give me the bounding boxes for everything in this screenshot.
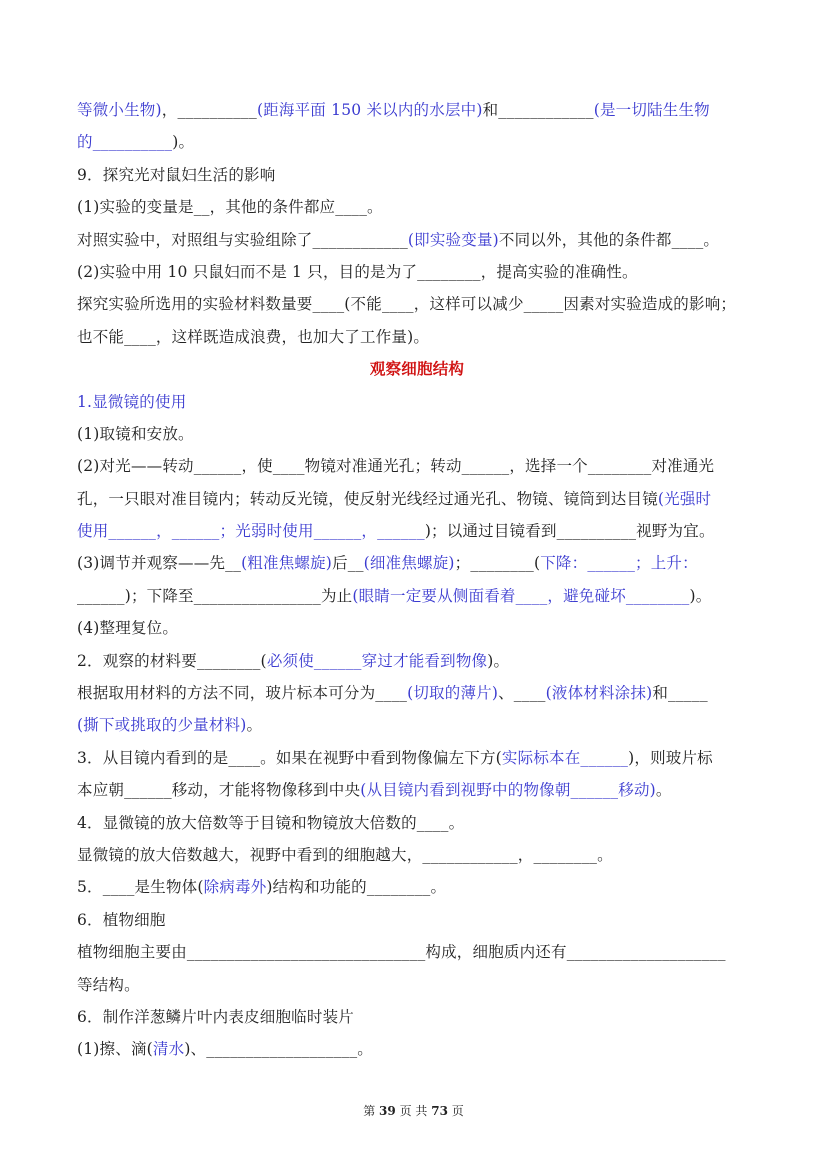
text-segment: (1)取镜和安放。 xyxy=(77,424,194,443)
answer-hint-text: 清水 xyxy=(152,1040,185,1059)
text-segment: 不同以外，其他的条件都____。 xyxy=(498,230,720,249)
answer-hint-text: 的__________ xyxy=(77,133,173,152)
text-line xyxy=(77,713,757,745)
text-line xyxy=(77,811,757,843)
text-segment: 和_____ xyxy=(652,684,708,703)
text-segment: )结构和功能的________。 xyxy=(266,878,447,897)
text-segment: )。 xyxy=(172,133,195,152)
answer-hint-text: (粗准焦螺旋) xyxy=(241,554,333,573)
text-segment: )，则玻片标 xyxy=(628,748,713,767)
text-line xyxy=(77,584,757,616)
text-line xyxy=(77,325,757,357)
text-segment: 后__ xyxy=(332,554,364,573)
text-segment: 探究实验所选用的实验材料数量要____(不能____，这样可以减少_____因素对实验造成的影响； xyxy=(77,295,737,314)
answer-hint-text: (切取的薄片) xyxy=(407,684,499,703)
text-segment: 观察细胞结构 xyxy=(369,359,465,379)
text-segment: 植物细胞主要由______________________________构成，细胞质内还有____________________ xyxy=(77,943,726,962)
text-segment: )。 xyxy=(487,651,510,670)
text-segment: 。 xyxy=(655,781,672,800)
text-line xyxy=(77,908,757,940)
text-segment: 孔，一只眼对准目镜内；转动反光镜，使反射光线经过通光孔、物镜、镜筒到达目镜 xyxy=(77,489,658,508)
text-line xyxy=(77,228,757,260)
text-segment: 6．制作洋葱鳞片叶内表皮细胞临时装片 xyxy=(77,1007,354,1026)
footer-mid: 页 共 xyxy=(399,1104,428,1118)
text-segment: 等结构。 xyxy=(77,975,140,994)
text-line xyxy=(77,616,757,648)
text-line xyxy=(77,454,757,486)
text-line xyxy=(77,551,757,583)
text-segment: )；以通过目镜看到__________视野为宜。 xyxy=(424,522,715,541)
text-line xyxy=(77,422,757,454)
text-segment: (4)整理复位。 xyxy=(77,619,179,638)
text-segment: ______)；下降至________________为止 xyxy=(77,586,353,605)
page-footer xyxy=(0,1102,827,1119)
text-line xyxy=(77,875,757,907)
text-line xyxy=(77,519,757,551)
text-line xyxy=(77,1005,757,1037)
text-line xyxy=(77,98,757,130)
answer-hint-text: 等微小生物) xyxy=(77,101,162,119)
text-line xyxy=(77,487,757,519)
text-segment: 根据取用材料的方法不同，玻片标本可分为____ xyxy=(77,684,408,703)
answer-hint-text: 除病毒外 xyxy=(203,878,267,897)
answer-hint-text: (是一切陆生生物 xyxy=(593,101,710,119)
text-segment: 6．植物细胞 xyxy=(77,910,166,929)
document-body xyxy=(77,98,757,1070)
text-line xyxy=(77,778,757,810)
current-page: 39 xyxy=(379,1104,396,1118)
answer-hint-text: (细准焦螺旋) xyxy=(363,554,455,573)
text-line xyxy=(77,973,757,1005)
answer-hint-text: 必须使______穿过才能看到物像 xyxy=(266,651,488,670)
text-segment: 、____ xyxy=(498,684,546,703)
answer-hint-text: (距海平面 150 米以内的水层中) xyxy=(256,101,483,119)
text-segment: 3．从目镜内看到的是____。如果在视野中看到物像偏左下方( xyxy=(77,748,502,767)
text-segment: ，__________ xyxy=(161,101,257,119)
answer-hint-text: (即实验变量) xyxy=(407,230,499,249)
text-segment: 和____________ xyxy=(482,101,594,119)
answer-hint-text: (光强时 xyxy=(657,489,712,508)
text-segment: 对照实验中，对照组与实验组除了____________ xyxy=(77,230,408,249)
text-line xyxy=(77,292,757,324)
text-segment: 本应朝______移动，才能将物像移到中央 xyxy=(77,781,361,800)
text-line xyxy=(77,746,757,778)
text-segment: (3)调节并观察——先__ xyxy=(77,554,242,573)
text-segment: )、___________________。 xyxy=(184,1040,374,1059)
text-segment: )。 xyxy=(689,586,712,605)
text-segment: (1)擦、滴( xyxy=(77,1040,153,1059)
text-segment: 9．探究光对鼠妇生活的影响 xyxy=(77,165,276,184)
footer-prefix: 第 xyxy=(363,1104,376,1118)
text-segment: 显微镜的放大倍数越大，视野中看到的细胞越大，____________，________。 xyxy=(77,845,613,864)
text-line xyxy=(77,681,757,713)
text-segment: (2)实验中用 10 只鼠妇而不是 1 只，目的是为了________，提高实验的准确性。 xyxy=(77,262,638,281)
answer-hint-text: 实际标本在______ xyxy=(501,748,629,767)
text-line xyxy=(77,260,757,292)
answer-hint-text: 使用______，______；光弱时使用______，______ xyxy=(77,522,425,541)
text-line xyxy=(77,940,757,972)
section-heading xyxy=(77,357,757,389)
answer-hint-text: (眼睛一定要从侧面看着____，避免碰坏________ xyxy=(352,586,690,605)
answer-hint-text: 1.显微镜的使用 xyxy=(77,392,187,411)
text-line xyxy=(77,195,757,227)
answer-hint-text: (液体材料涂抹) xyxy=(545,684,653,703)
total-pages: 73 xyxy=(431,1104,448,1118)
footer-suffix: 页 xyxy=(451,1104,464,1118)
text-line xyxy=(77,390,757,422)
text-line xyxy=(77,1037,757,1069)
text-line xyxy=(77,130,757,162)
text-segment: 5．____是生物体( xyxy=(77,878,204,897)
answer-hint-text: (从目镜内看到视野中的物像朝______移动) xyxy=(360,781,656,800)
text-line xyxy=(77,163,757,195)
text-segment: 也不能____，这样既造成浪费，也加大了工作量)。 xyxy=(77,327,430,346)
text-segment: (1)实验的变量是__，其他的条件都应____。 xyxy=(77,198,383,217)
answer-hint-text: (撕下或挑取的少量材料) xyxy=(77,716,247,735)
text-segment: 2．观察的材料要________( xyxy=(77,651,267,670)
text-segment: 4．显微镜的放大倍数等于目镜和物镜放大倍数的____。 xyxy=(77,813,465,832)
text-segment: (2)对光——转动______，使____物镜对准通光孔；转动______，选择一个________对准通光 xyxy=(77,457,715,476)
text-line xyxy=(77,649,757,681)
text-segment: 。 xyxy=(246,716,263,735)
text-segment: ；________( xyxy=(454,554,541,573)
answer-hint-text: 下降：______；上升： xyxy=(540,554,698,573)
text-line xyxy=(77,843,757,875)
